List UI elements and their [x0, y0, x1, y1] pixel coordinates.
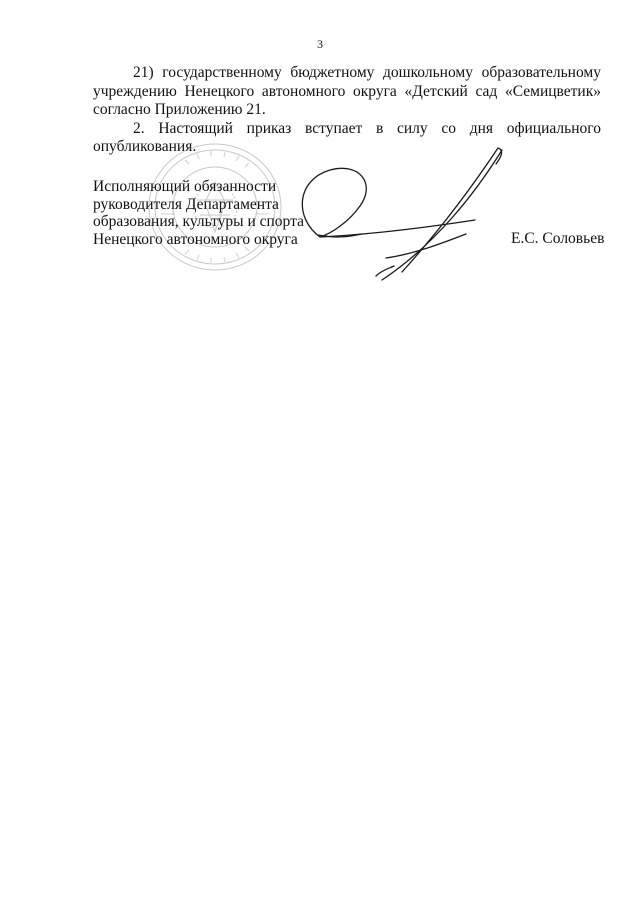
- page-number: 3: [317, 37, 323, 51]
- signer-position-line-4: Ненецкого автономного округа: [93, 230, 298, 248]
- signer-position-line-2: руководителя Департамента: [93, 195, 279, 213]
- paragraph-item-21: 21) государственному бюджетному дошкольному образовательному учреждению Ненецкого автономного округа «Детский сад «Семицветик» согласно Приложению 21.: [93, 64, 601, 118]
- signer-position-line-3: образования, культуры и спорта: [93, 213, 304, 230]
- paragraph-effective-date: 2. Настоящий приказ вступает в силу со дня официального опубликования.: [93, 119, 601, 155]
- signer-position: [93, 178, 304, 248]
- signer-position-line-1: Исполняющий обязанности: [93, 178, 277, 195]
- handwritten-signature-icon: [290, 140, 520, 290]
- signer-name: Е.С. Соловьев: [511, 230, 605, 247]
